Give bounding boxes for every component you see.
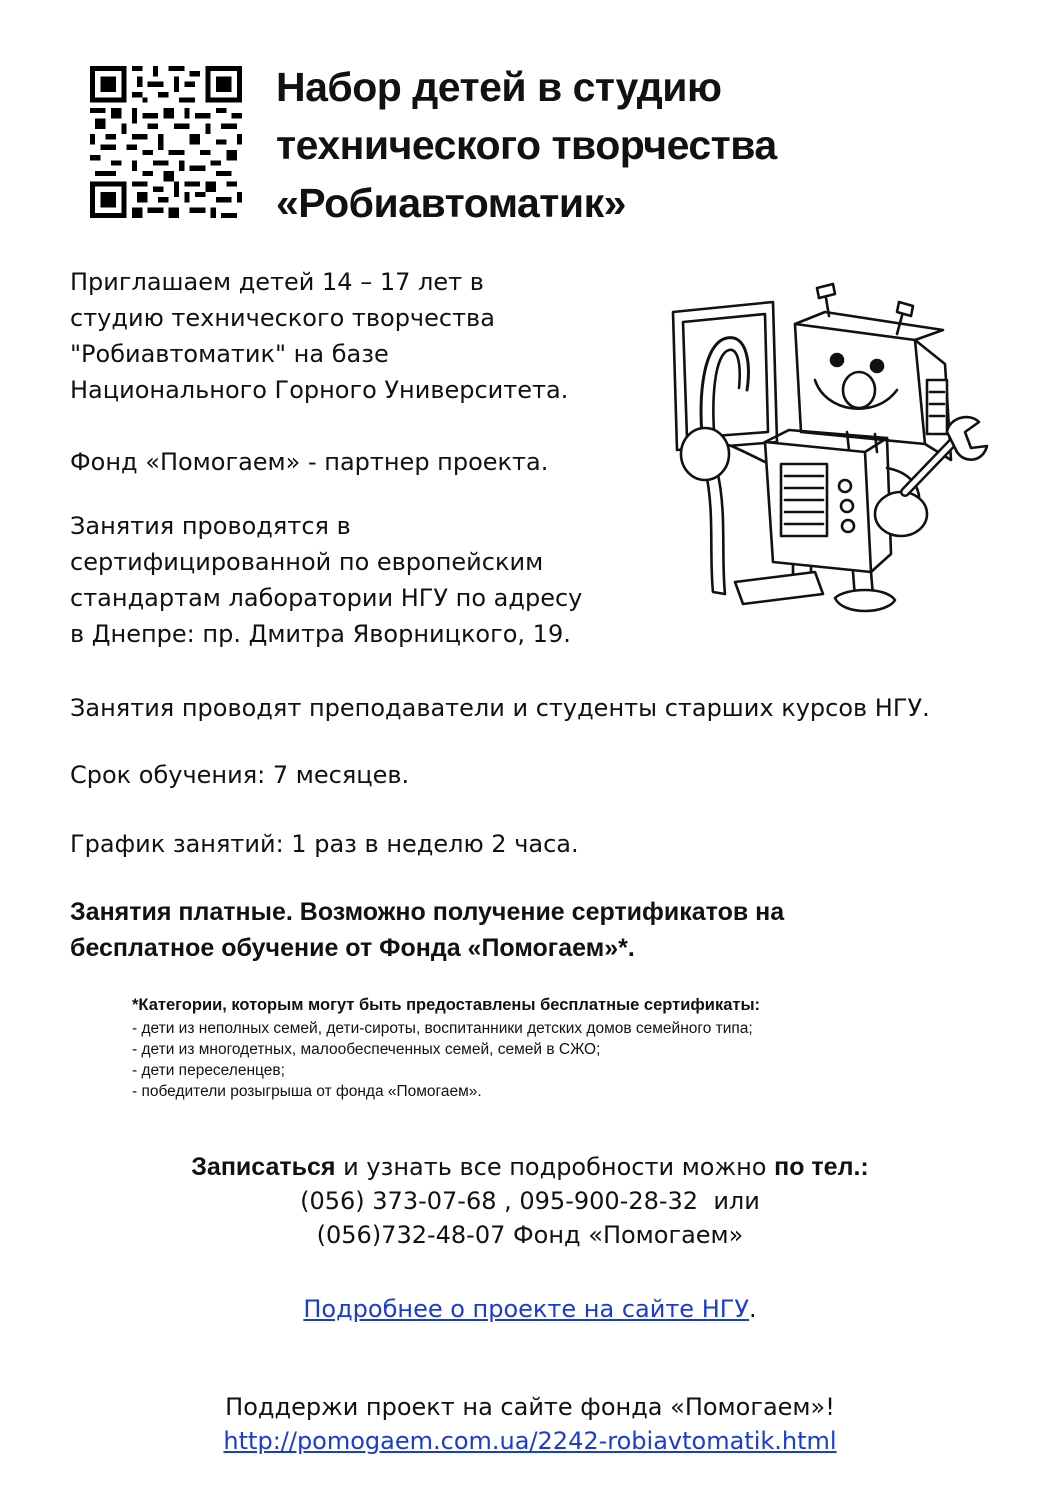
list-item: - победители розыгрыша от фонда «Помогаем».: [132, 1083, 482, 1100]
lab-line-1: Занятия проводятся в: [70, 512, 351, 540]
page-title: [276, 58, 777, 232]
contact-block: [0, 1150, 1060, 1252]
categories-block: [132, 995, 760, 1102]
ngu-link-line: [0, 1292, 1060, 1326]
ngu-link[interactable]: Подробнее о проекте на сайте НГУ: [303, 1295, 750, 1323]
lab-line-4: в Днепре: пр. Дмитра Яворницкого, 19.: [70, 620, 571, 648]
paid-line-1: Занятия платные. Возможно получение сертификатов на: [70, 898, 785, 926]
contact-middle: и узнать все подробности можно: [335, 1153, 775, 1181]
categories-list: [132, 1018, 760, 1102]
intro-line-2: студию технического творчества: [70, 304, 495, 332]
ngu-link-suffix: .: [749, 1295, 757, 1323]
paid-notice: [70, 894, 784, 966]
title-line-1: Набор детей в студию: [276, 64, 722, 110]
lab-line-2: сертифицированной по европейским: [70, 548, 544, 576]
list-item: - дети из многодетных, малообеспеченных семей, семей в СЖО;: [132, 1041, 601, 1058]
lab-line-3: стандартам лаборатории НГУ по адресу: [70, 584, 583, 612]
categories-heading: *Категории, которым могут быть предоставлены бесплатные сертификаты:: [132, 996, 761, 1014]
teachers-paragraph: [70, 690, 930, 726]
intro-line-1: Приглашаем детей 14 – 17 лет в: [70, 268, 484, 296]
partner-text: Фонд «Помогаем» - партнер проекта.: [70, 448, 549, 476]
schedule-text: График занятий: 1 раз в неделю 2 часа.: [70, 830, 579, 858]
support-url-line: [0, 1424, 1060, 1458]
lab-paragraph: [70, 508, 582, 652]
title-line-3: «Робиавтоматик»: [276, 180, 626, 226]
phones-line: (056) 373-07-68 , 095-900-28-32 или: [300, 1187, 760, 1215]
support-text: Поддержи проект на сайте фонда «Помогаем»!: [225, 1393, 835, 1421]
support-url-link[interactable]: http://pomogaem.com.ua/2242-robiavtomatik.html: [223, 1427, 837, 1455]
title-line-2: технического творчества: [276, 122, 777, 168]
list-item: - дети переселенцев;: [132, 1062, 285, 1079]
intro-line-3: "Робиавтоматик" на базе: [70, 340, 389, 368]
intro-line-4: Национального Горного Университета.: [70, 376, 569, 404]
term-paragraph: [70, 757, 409, 793]
fund-phone-line: (056)732-48-07 Фонд «Помогаем»: [316, 1221, 744, 1249]
robot-illustration: [665, 272, 990, 622]
signup-label: Записаться: [191, 1153, 336, 1181]
phone-label: по тел.:: [774, 1153, 869, 1181]
contact-line-1: [0, 1150, 1060, 1184]
partner-paragraph: [70, 444, 548, 480]
list-item: - дети из неполных семей, дети-сироты, воспитанники детских домов семейного типа;: [132, 1020, 753, 1037]
paid-line-2: бесплатное обучение от Фонда «Помогаем»*.: [70, 934, 635, 962]
support-block: [0, 1390, 1060, 1458]
schedule-paragraph: [70, 826, 579, 862]
teachers-text: Занятия проводят преподаватели и студенты старших курсов НГУ.: [70, 694, 930, 722]
term-text: Срок обучения: 7 месяцев.: [70, 761, 410, 789]
intro-paragraph: [70, 264, 568, 408]
qr-code: [90, 66, 242, 218]
